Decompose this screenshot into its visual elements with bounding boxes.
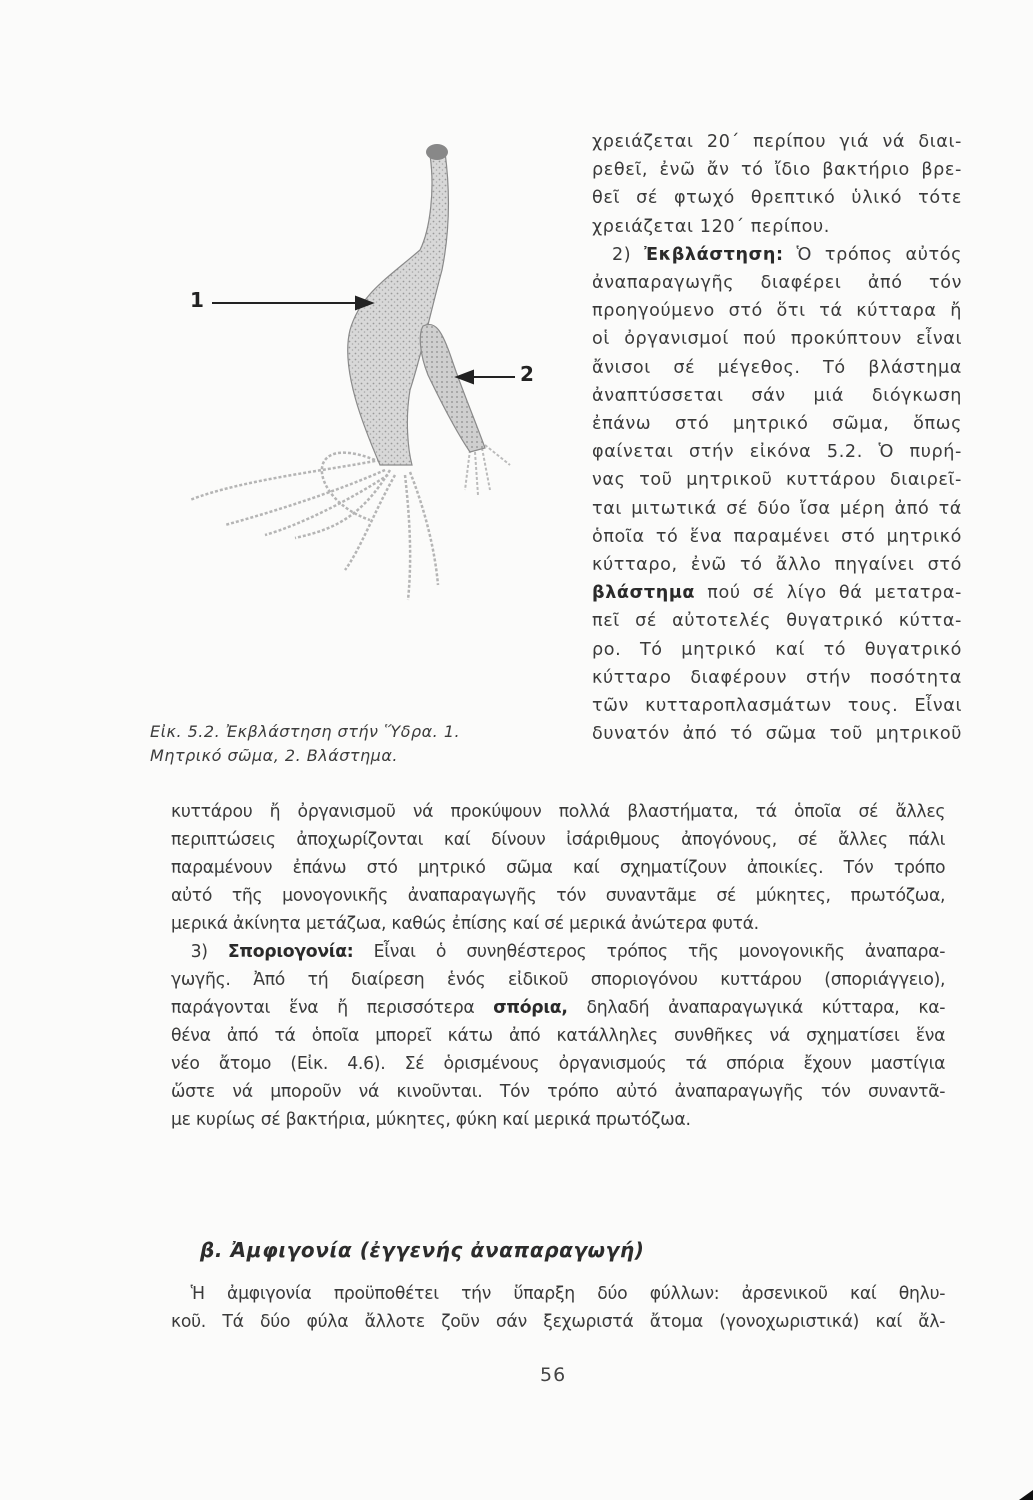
bud-body — [420, 324, 485, 452]
text-line: ρο. Τό μητρικό καί τό θυγατρικό — [592, 639, 962, 660]
text-line: φαίνεται στήν εἰκόνα 5.2. Ὁ πυρή- — [592, 442, 962, 463]
figure-hydra-budding — [180, 130, 560, 630]
text-line: ἄνισοι σέ μέγεθος. Τό βλάστημα — [592, 357, 962, 378]
text-line: με κυρίως σέ βακτήρια, μύκητες, φύκη καί μερικά πρωτόζωα. — [171, 1110, 691, 1130]
term-bud: βλάστημα — [592, 583, 696, 604]
text-fragment: παράγονται ἕνα ἤ περισσότερα — [171, 998, 494, 1018]
text-line: Ἡ ἀμφιγονία προϋποθέτει τήν ὕπαρξη δύο φύλλων: ἀρσενικοῦ καί θηλυ- — [190, 1284, 946, 1304]
text-line: ὥστε νά μποροῦν νά κινοῦνται. Τόν τρόπο αὐτό ἀναπαραγωγῆς τόν συναντᾶ- — [171, 1082, 946, 1102]
text-line: θεῖ σέ φτωχό θρεπτικό ὑλικό τότε — [592, 188, 962, 209]
text-line: κυττάρου ἤ ὀργανισμοῦ νά προκύψουν πολλά βλαστήματα, τά ὁποῖα σέ ἄλλες — [171, 802, 946, 822]
item-number: 3) — [190, 942, 228, 962]
text-line: αὐτό τῆς μονογονικῆς ἀναπαραγωγῆς τόν συναντᾶμε σέ μύκητες, πρωτόζωα, — [171, 886, 946, 906]
arrow-1 — [212, 297, 372, 309]
term-sporogony: Σποριογονία: — [227, 942, 354, 962]
mother-body — [348, 152, 449, 465]
text-line: οἱ ὀργανισμοί πού προκύπτουν εἶναι — [592, 329, 962, 350]
section-body — [171, 1280, 945, 1336]
text-line: τῶν κυτταροπλασμάτων τους. Εἶναι — [592, 696, 962, 717]
term-spores: σπόρια, — [493, 998, 568, 1018]
text-line: κύτταρο διαφέρουν στήν ποσότητα — [592, 667, 962, 688]
caption-line: Μητρικό σῶμα, 2. Βλάστημα. — [150, 746, 398, 765]
text-line: νέο ἄτομο (Εἰκ. 4.6). Σέ ὁρισμένους ὀργανισμούς τά σπόρια ἔχουν μαστίγια — [171, 1054, 946, 1074]
term-budding: Ἐκβλάστηση: — [644, 244, 784, 265]
right-column-text — [592, 128, 962, 748]
text-line: δυνατόν ἀπό τό σῶμα τοῦ μητρικοῦ — [592, 724, 962, 745]
sporogony-paragraph-start — [171, 938, 945, 966]
text-line: χρειάζεται 120΄ περίπου. — [592, 216, 830, 237]
text-line: ἀναπαραγωγῆς διαφέρει ἀπό τόν — [592, 273, 962, 294]
text-line: μερικά ἀκίνητα μετάζωα, καθώς ἐπίσης καί σέ μερικά ἀνώτερα φυτά. — [171, 914, 759, 934]
text-line: ται μιτωτικά σέ δύο ἴσα μέρη ἀπό τά — [592, 498, 962, 519]
text-line: χρειάζεται 20΄ περίπου γιά νά διαι- — [592, 132, 962, 152]
text-line: θένα ἀπό τά ὁποῖα μπορεῖ κάτω ἀπό κατάλληλες συνθῆκες νά σχηματίσει ἕνα — [171, 1026, 946, 1046]
scan-corner-mark — [1019, 1490, 1033, 1500]
arrow-2 — [457, 371, 515, 383]
text-line: ὁποῖα τό ἕνα παραμένει στό μητρικό — [592, 526, 962, 547]
hydra-illustration — [180, 130, 560, 630]
text-fragment: πού σέ λίγο θά μετατρα- — [695, 583, 962, 604]
text-line-with-bold — [171, 994, 945, 1022]
budding-paragraph-start — [592, 241, 962, 269]
page-number: 56 — [540, 1364, 567, 1386]
text-line: πεῖ σέ αὐτοτελές θυγατρικό κύττα- — [592, 611, 962, 632]
full-width-text — [171, 798, 945, 1134]
text-line: ἐπάνω στό μητρικό σῶμα, ὅπως — [592, 414, 962, 435]
figure-label-1: 1 — [190, 288, 204, 312]
text-line: παραμένουν ἐπάνω στό μητρικό σῶμα καί σχηματίζουν ἀποικίες. Τόν τρόπο — [171, 858, 946, 878]
text-line: προηγούμενο στό ὅτι τά κύτταρα ἤ — [592, 301, 962, 322]
text-fragment: Εἶναι ὁ συνηθέστερος τρόπος τῆς μονογονικῆς ἀναπαρα- — [353, 942, 946, 962]
text-fragment: δηλαδή ἀναπαραγωγικά κύτταρα, κα- — [567, 998, 946, 1018]
section-heading: β. Ἀμφιγονία (ἐγγενής ἀναπαραγωγή) — [200, 1238, 645, 1262]
text-line: γωγῆς. Ἀπό τή διαίρεση ἑνός εἰδικοῦ σποριογόνου κυττάρου (σποριάγγειο), — [171, 970, 946, 990]
item-number: 2) — [612, 244, 645, 265]
caption-line: Εἰκ. 5.2. Ἐκβλάστηση στήν Ὕδρα. 1. — [150, 722, 461, 741]
figure-label-2: 2 — [520, 362, 534, 386]
text-fragment: Ὁ τρόπος αὐτός — [783, 244, 962, 265]
text-line: νας τοῦ μητρικοῦ κυττάρου διαιρεῖ- — [592, 470, 962, 491]
text-line: κύτταρο, ἐνῶ τό ἄλλο πηγαίνει στό — [592, 555, 962, 576]
text-line: ἀναπτύσσεται σάν μιά διόγκωση — [592, 385, 962, 406]
figure-caption — [150, 720, 580, 768]
mother-tentacles — [190, 453, 438, 600]
hypostome — [426, 144, 448, 160]
text-line-with-bold — [592, 579, 962, 607]
text-line: ρεθεῖ, ἐνῶ ἄν τό ἴδιο βακτήριο βρε- — [592, 160, 962, 181]
text-line: κοῦ. Τά δύο φύλα ἄλλοτε ζοῦν σάν ξεχωριστά ἄτομα (γονοχωριστικά) καί ἄλ- — [171, 1312, 946, 1332]
bud-tentacles — [465, 445, 510, 495]
text-line: περιπτώσεις ἀποχωρίζονται καί δίνουν ἰσάριθμους ἀπογόνους, σέ ἄλλες πάλι — [171, 830, 946, 850]
